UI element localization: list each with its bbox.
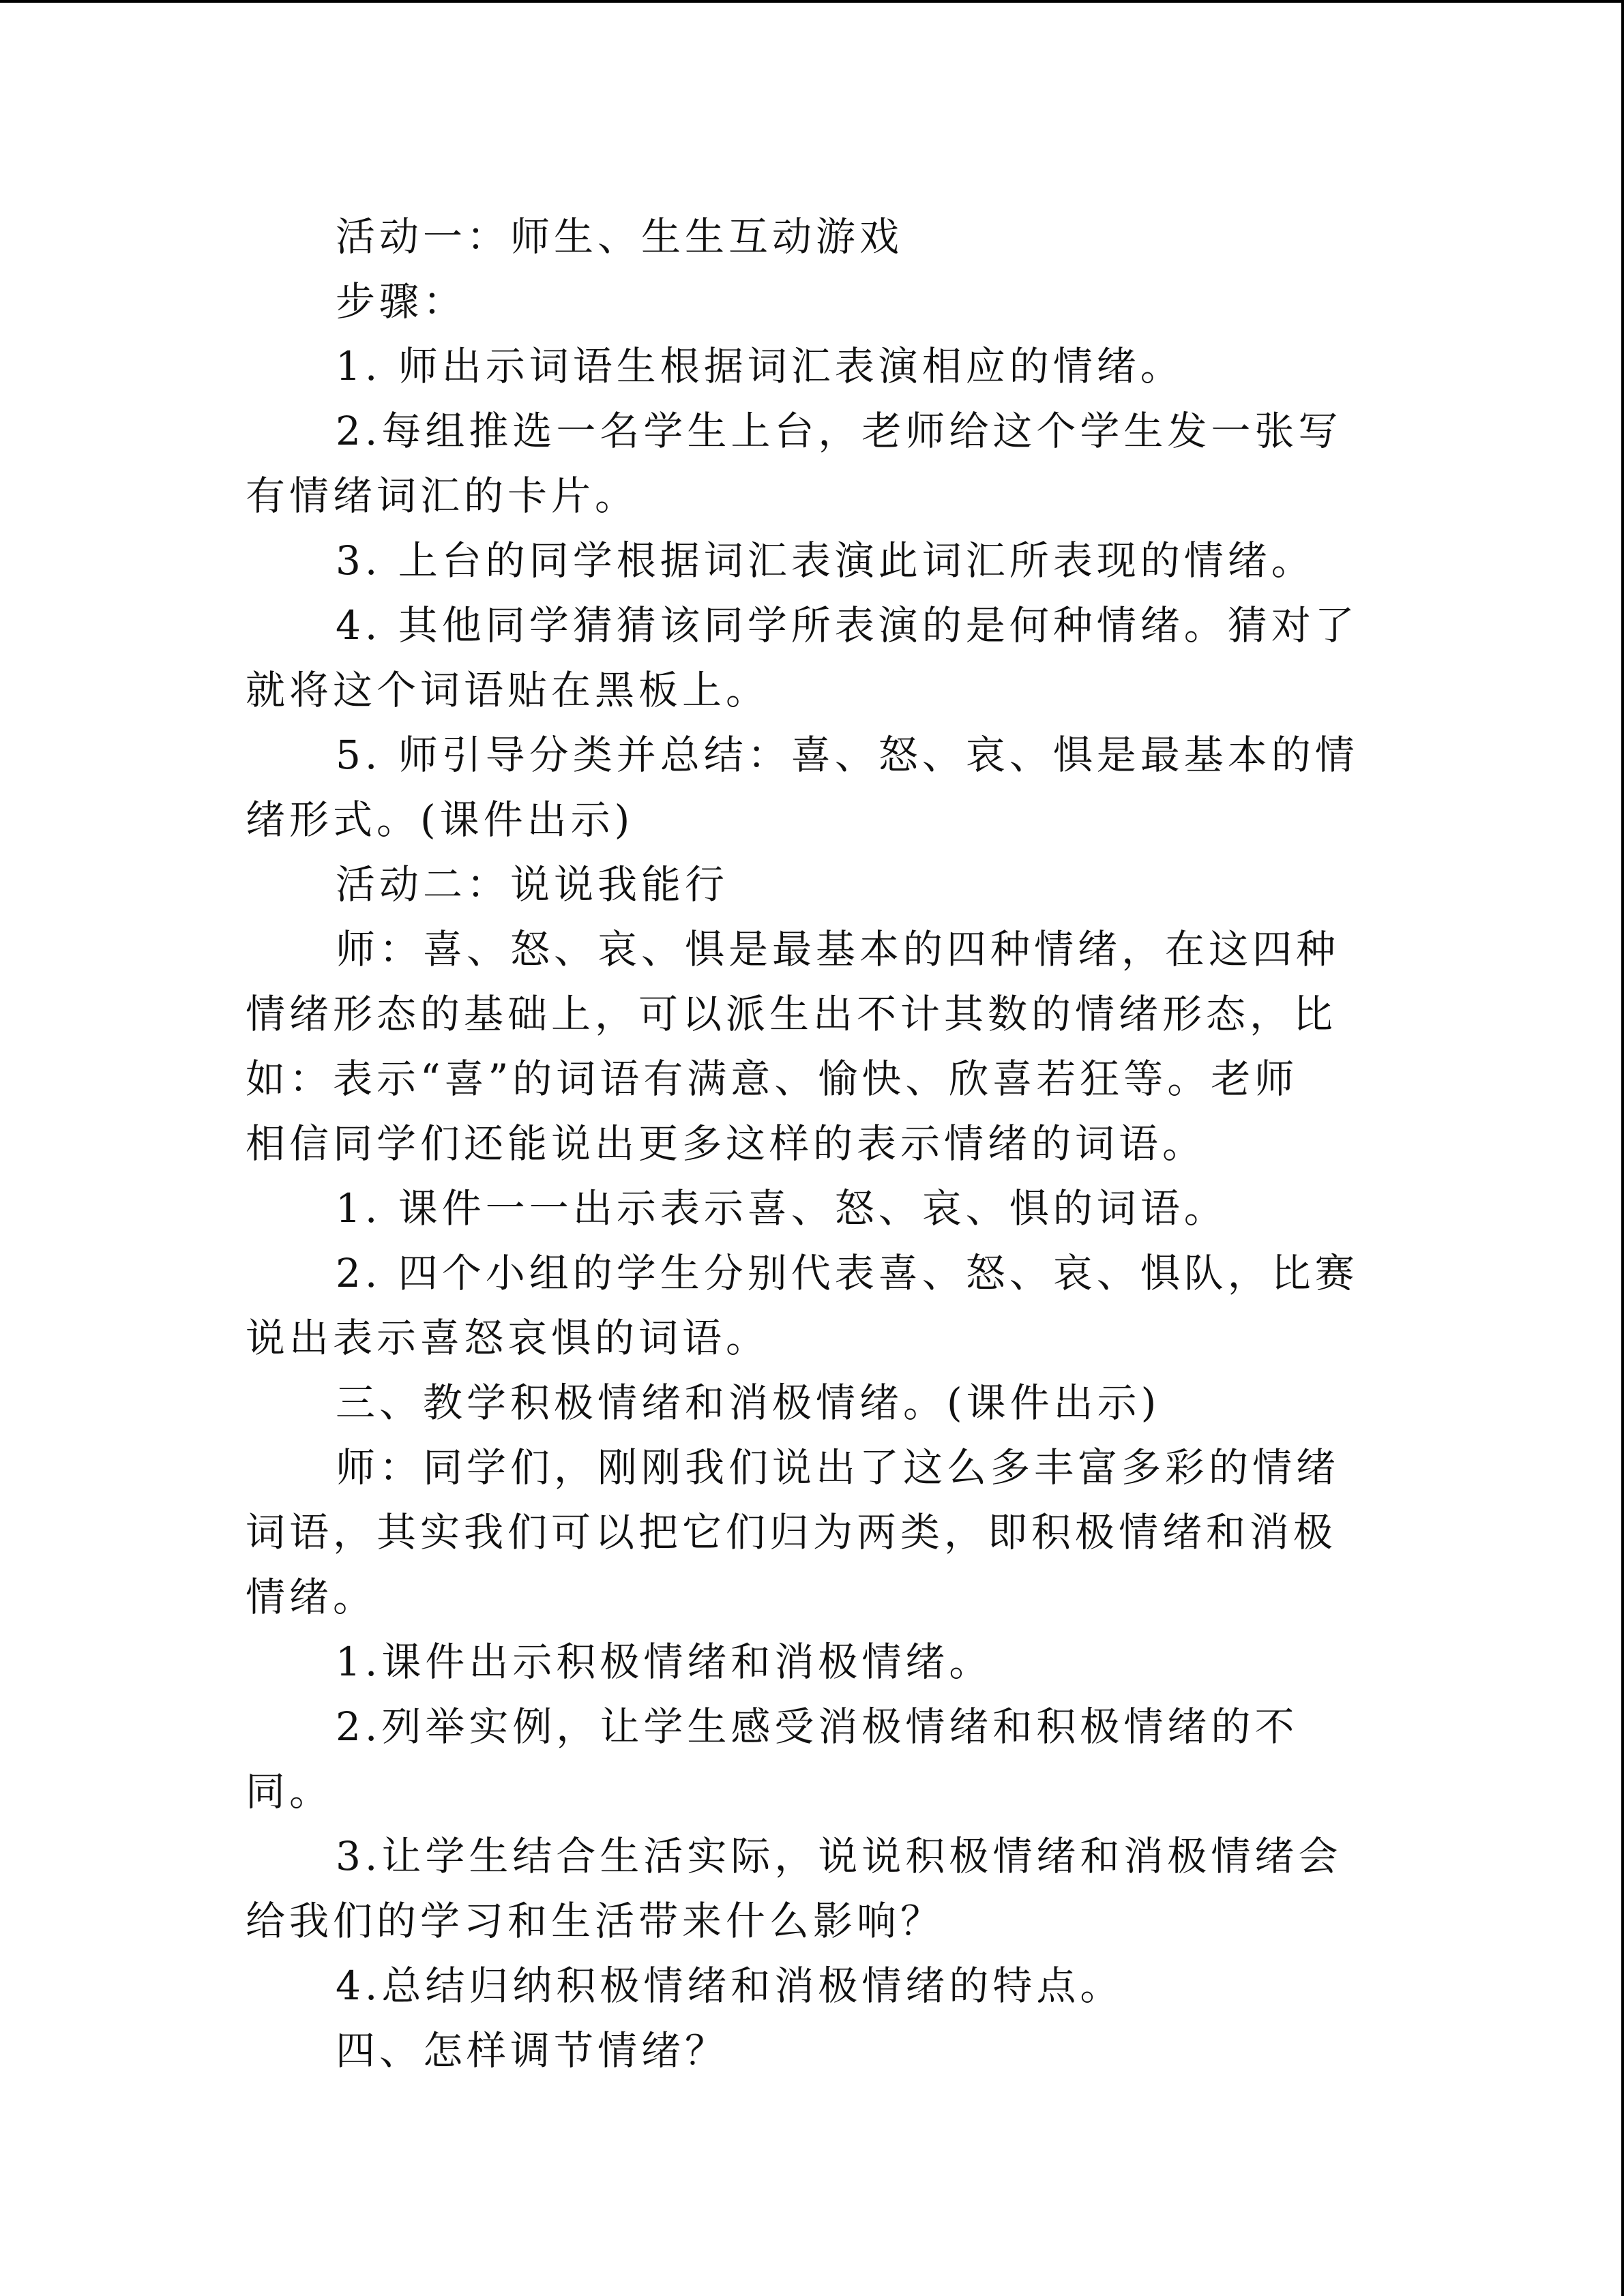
text-line: 1.课件出示积极情绪和消极情绪。 bbox=[336, 1639, 993, 1685]
text-line: 4. 其他同学猜猜该同学所表演的是何种情绪。猜对了 bbox=[336, 602, 1359, 648]
text-line: 1. 课件一一出示表示喜、怒、哀、惧的词语。 bbox=[336, 1185, 1228, 1232]
text-line: 四、怎样调节情绪？ bbox=[336, 2027, 729, 2074]
text-line: 5. 师引导分类并总结：喜、怒、哀、惧是最基本的情 bbox=[336, 732, 1359, 778]
text-line: 2.列举实例，让学生感受消极情绪和积极情绪的不 bbox=[336, 1703, 1299, 1750]
text-line: 情绪。 bbox=[246, 1574, 377, 1620]
text-line: 步骤： bbox=[336, 278, 467, 325]
text-line: 3. 上台的同学根据词汇表演此词汇所表现的情绪。 bbox=[336, 537, 1315, 584]
text-line: 相信同学们还能说出更多这样的表示情绪的词语。 bbox=[246, 1120, 1207, 1167]
text-line: 活动一：师生、生生互动游戏 bbox=[336, 213, 904, 260]
text-line: 有情绪词汇的卡片。 bbox=[246, 473, 639, 519]
text-line: 情绪形态的基础上，可以派生出不计其数的情绪形态，比 bbox=[246, 991, 1338, 1037]
text-line: 如：表示“喜”的词语有满意、愉快、欣喜若狂等。老师 bbox=[246, 1056, 1299, 1102]
text-line: 2. 四个小组的学生分别代表喜、怒、哀、惧队，比赛 bbox=[336, 1250, 1359, 1296]
text-line: 词语，其实我们可以把它们归为两类，即积极情绪和消极 bbox=[246, 1509, 1338, 1555]
text-line: 就将这个词语贴在黑板上。 bbox=[246, 667, 770, 713]
document-body bbox=[246, 205, 1364, 2083]
text-line: 师：同学们，刚刚我们说出了这么多丰富多彩的情绪 bbox=[336, 1444, 1340, 1491]
text-line: 活动二：说说我能行 bbox=[336, 861, 729, 908]
text-line: 绪形式。(课件出示) bbox=[246, 796, 634, 843]
text-line: 给我们的学习和生活带来什么影响？ bbox=[246, 1898, 945, 1944]
text-line: 同。 bbox=[246, 1768, 334, 1815]
text-line: 4.总结归纳积极情绪和消极情绪的特点。 bbox=[336, 1963, 1124, 2009]
text-line: 2.每组推选一名学生上台，老师给这个学生发一张写 bbox=[336, 408, 1342, 454]
text-line: 1. 师出示词语生根据词汇表演相应的情绪。 bbox=[336, 343, 1184, 389]
text-line: 3.让学生结合生活实际，说说积极情绪和消极情绪会 bbox=[336, 1833, 1342, 1879]
text-line: 师：喜、怒、哀、惧是最基本的四种情绪，在这四种 bbox=[336, 926, 1340, 972]
text-line: 三、教学积极情绪和消极情绪。(课件出示) bbox=[336, 1380, 1161, 1426]
text-line: 说出表示喜怒哀惧的词语。 bbox=[246, 1315, 770, 1361]
